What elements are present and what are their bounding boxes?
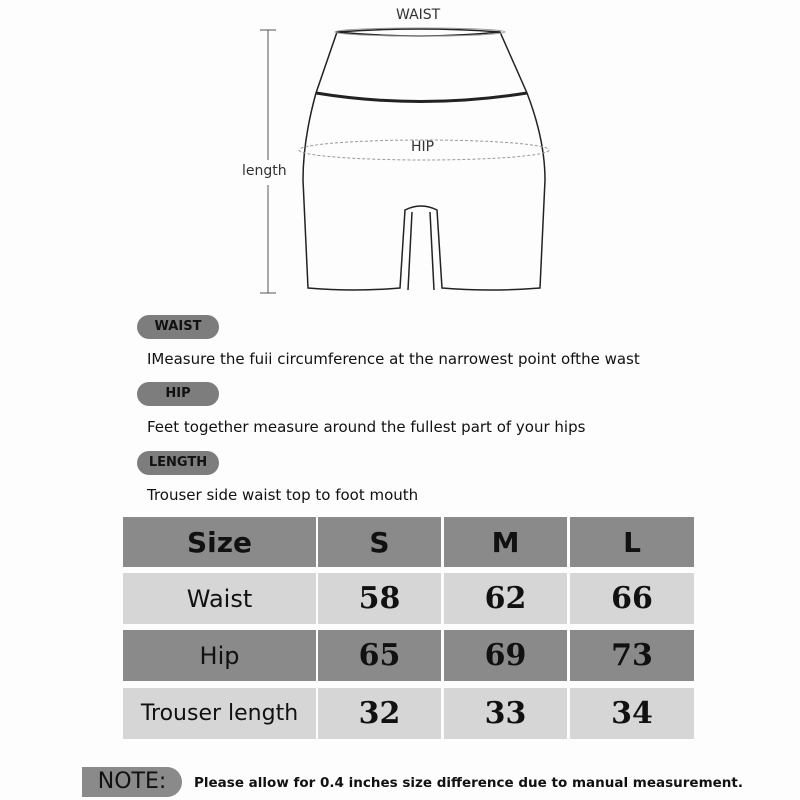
cell-hip-l: 73 bbox=[570, 630, 694, 681]
header-size: Size bbox=[123, 517, 316, 567]
header-s: S bbox=[318, 517, 441, 567]
row-label-hip: Hip bbox=[123, 630, 316, 681]
cell-waist-m: 62 bbox=[444, 573, 567, 624]
crotch-line bbox=[408, 212, 434, 290]
waist-tag: WAIST bbox=[137, 315, 219, 339]
cell-waist-s: 58 bbox=[318, 573, 441, 624]
row-label-waist: Waist bbox=[123, 573, 316, 624]
length-tag: LENGTH bbox=[137, 451, 219, 475]
cell-length-m: 33 bbox=[444, 688, 567, 739]
cell-length-s: 32 bbox=[318, 688, 441, 739]
hip-label: HIP bbox=[411, 139, 435, 155]
cell-waist-l: 66 bbox=[570, 573, 694, 624]
header-l: L bbox=[570, 517, 694, 567]
length-description: Trouser side waist top to foot mouth bbox=[147, 486, 419, 504]
header-m: M bbox=[444, 517, 567, 567]
shorts-diagram bbox=[0, 0, 800, 310]
hip-tag: HIP bbox=[137, 382, 219, 406]
cell-hip-s: 65 bbox=[318, 630, 441, 681]
hip-description: Feet together measure around the fullest part of your hips bbox=[147, 418, 586, 436]
waist-description: IMeasure the fuii circumference at the narrowest point ofthe wast bbox=[147, 350, 640, 368]
row-label-length: Trouser length bbox=[123, 688, 316, 739]
cell-hip-m: 69 bbox=[444, 630, 567, 681]
waistband-line bbox=[316, 93, 527, 102]
waist-label: WAIST bbox=[396, 7, 441, 23]
length-arrow bbox=[260, 30, 276, 293]
note-tag: NOTE: bbox=[82, 767, 182, 797]
note-text: Please allow for 0.4 inches size difference due to manual measurement. bbox=[194, 775, 743, 791]
length-label: length bbox=[242, 163, 287, 179]
cell-length-l: 34 bbox=[570, 688, 694, 739]
